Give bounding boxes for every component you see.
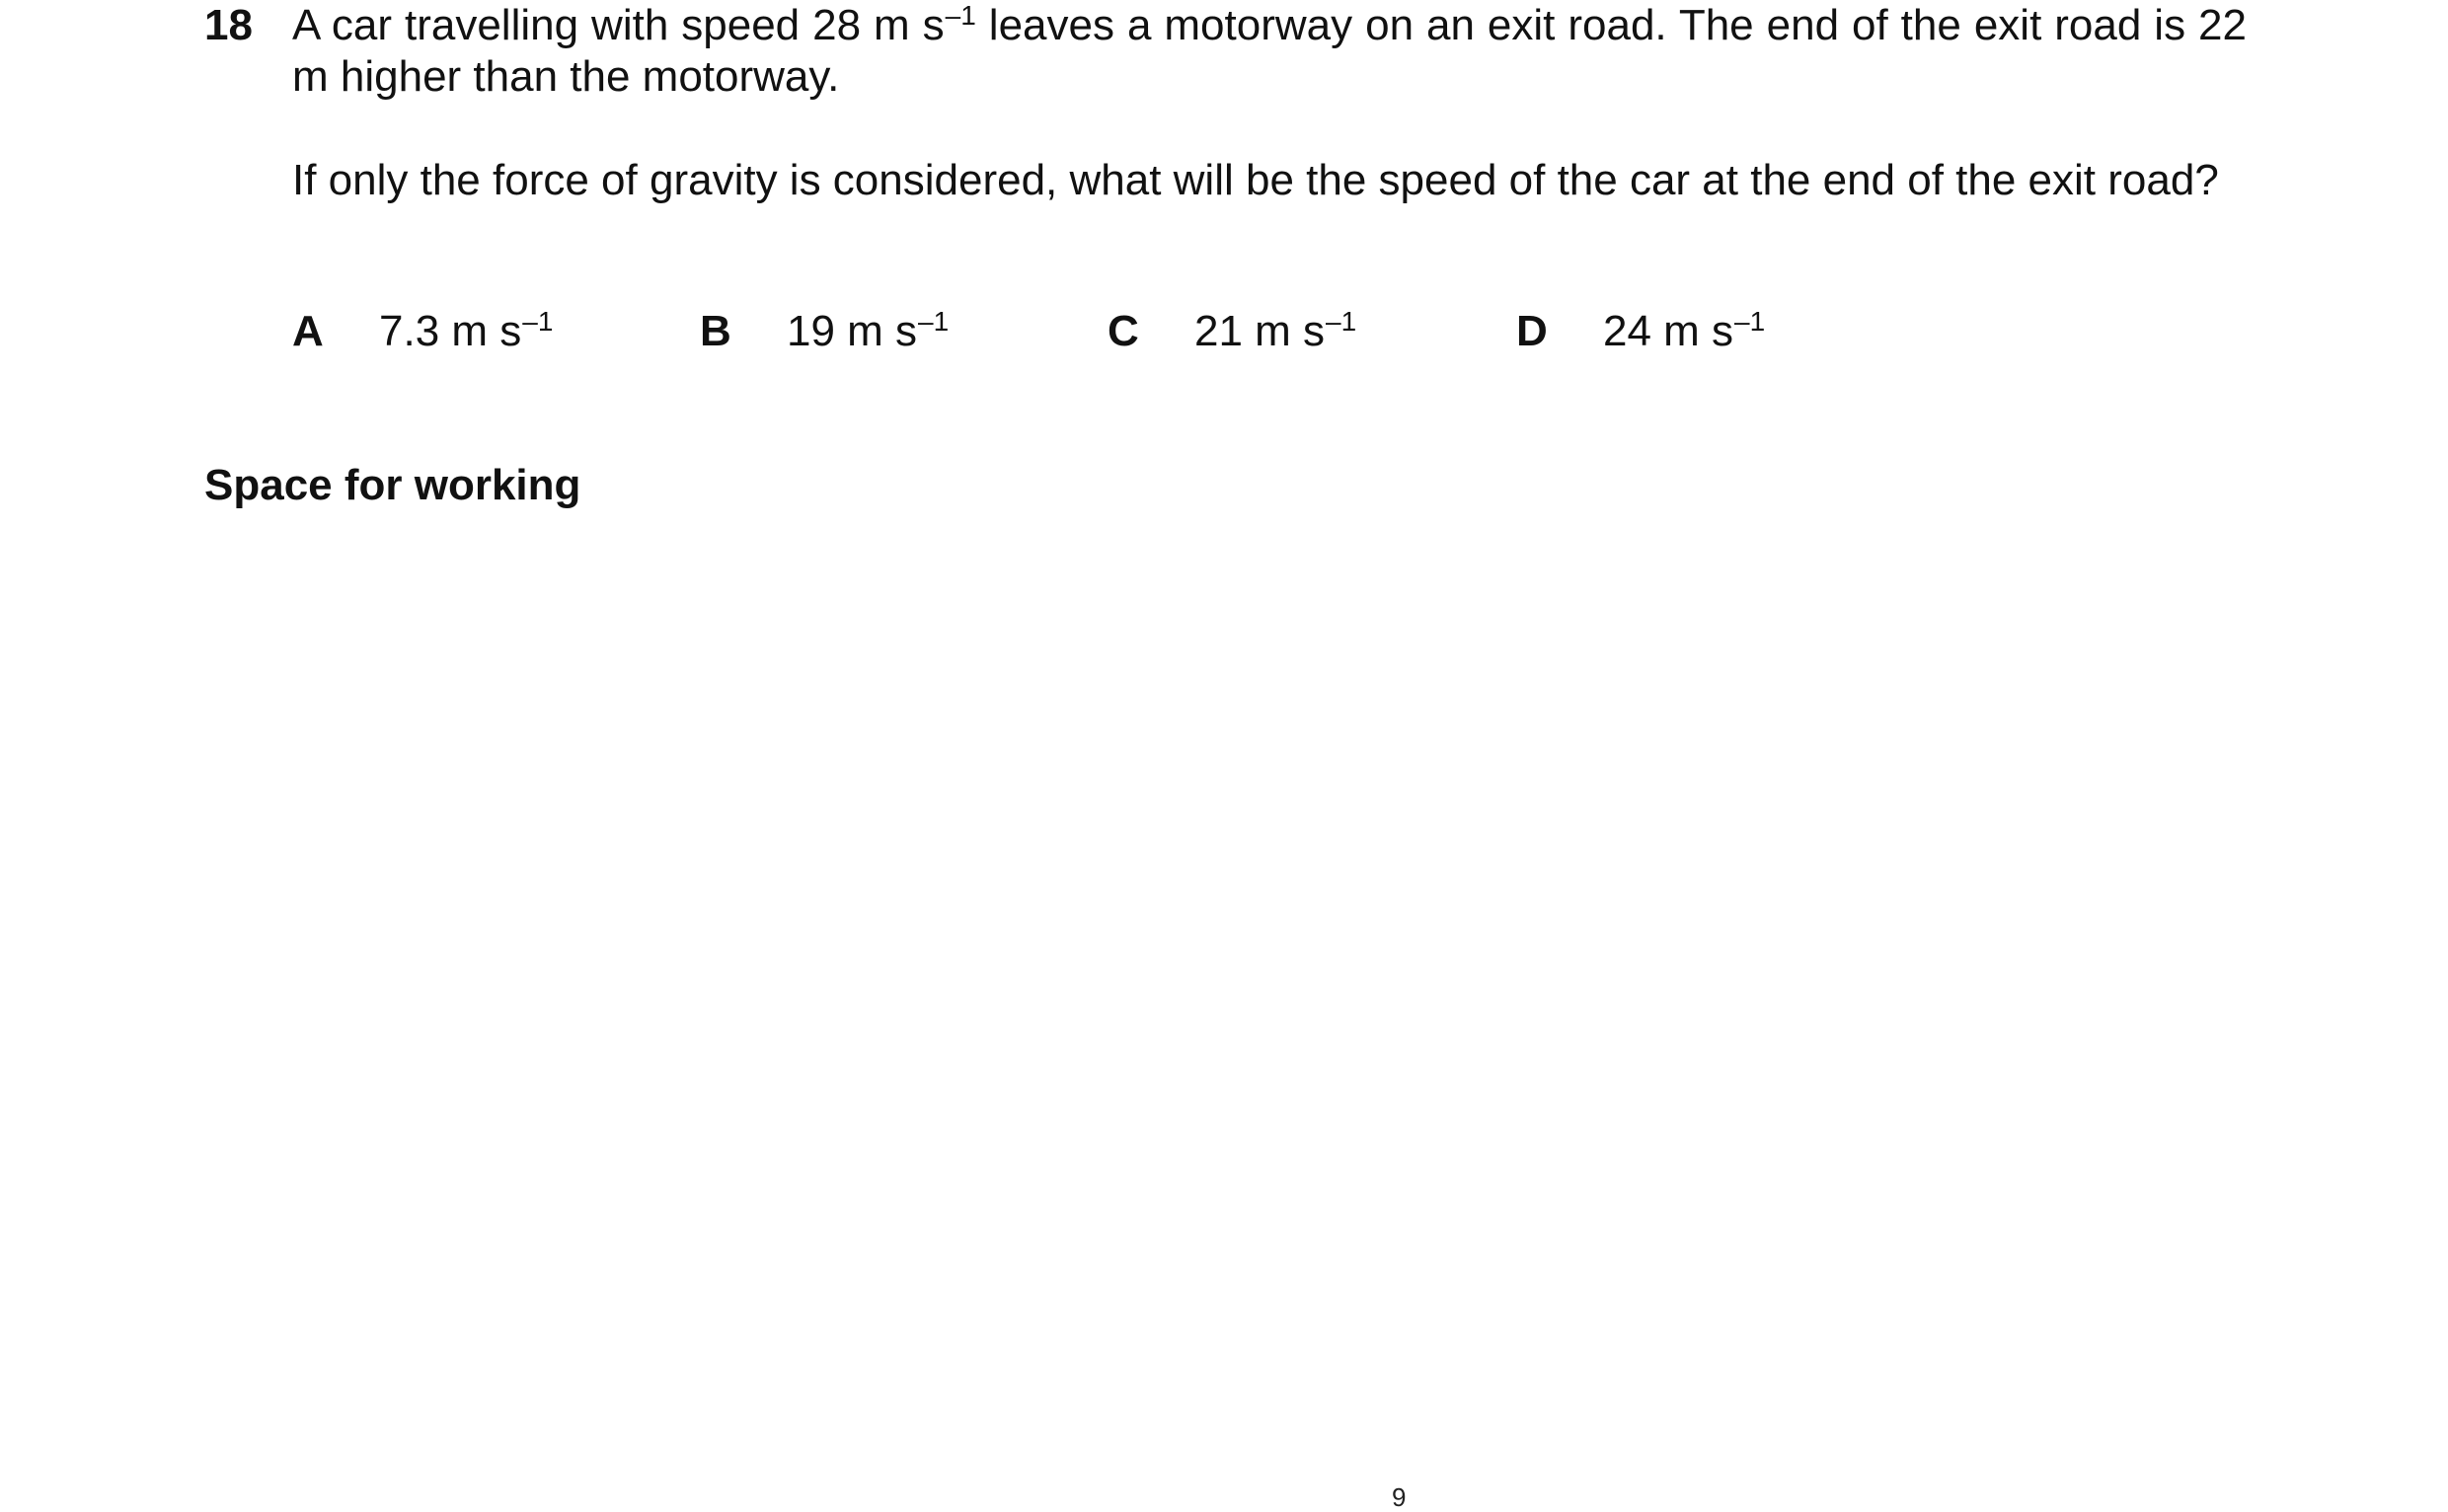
question-stem-part1: A car travelling with speed 28 m s [292,1,945,49]
option-letter: B [700,307,731,355]
option-sup: –1 [1326,305,1357,337]
question-stem-part2: leaves a motorway on an exit road. The end of the exit road is 22 m higher than the motorway. [292,1,2247,101]
space-for-working-label: Space for working [204,461,581,509]
option-sup: –1 [522,305,554,337]
option-value: 24 m s [1603,307,1734,355]
option-value: 21 m s [1194,307,1326,355]
question-stem-text [292,0,2247,103]
page-number: 9 [1392,1482,1407,1512]
option-sup: –1 [1734,305,1766,337]
option-letter: C [1108,307,1139,355]
question-stem-sup: –1 [945,0,976,31]
answer-options [292,304,2168,359]
option-letter: A [292,307,324,355]
option-sup: –1 [918,305,950,337]
option-b[interactable] [700,304,949,359]
option-letter: D [1516,307,1548,355]
question-stem [292,0,2247,103]
option-c[interactable] [1108,304,1356,359]
question-prompt [292,155,2247,206]
option-a[interactable] [292,304,553,359]
option-value: 19 m s [787,307,918,355]
option-value: 7.3 m s [379,307,522,355]
question-prompt-text: If only the force of gravity is considered, what will be the speed of the car at the end of the exit road? [292,156,2219,204]
question-number: 18 [204,1,253,49]
option-d[interactable] [1516,304,1765,359]
